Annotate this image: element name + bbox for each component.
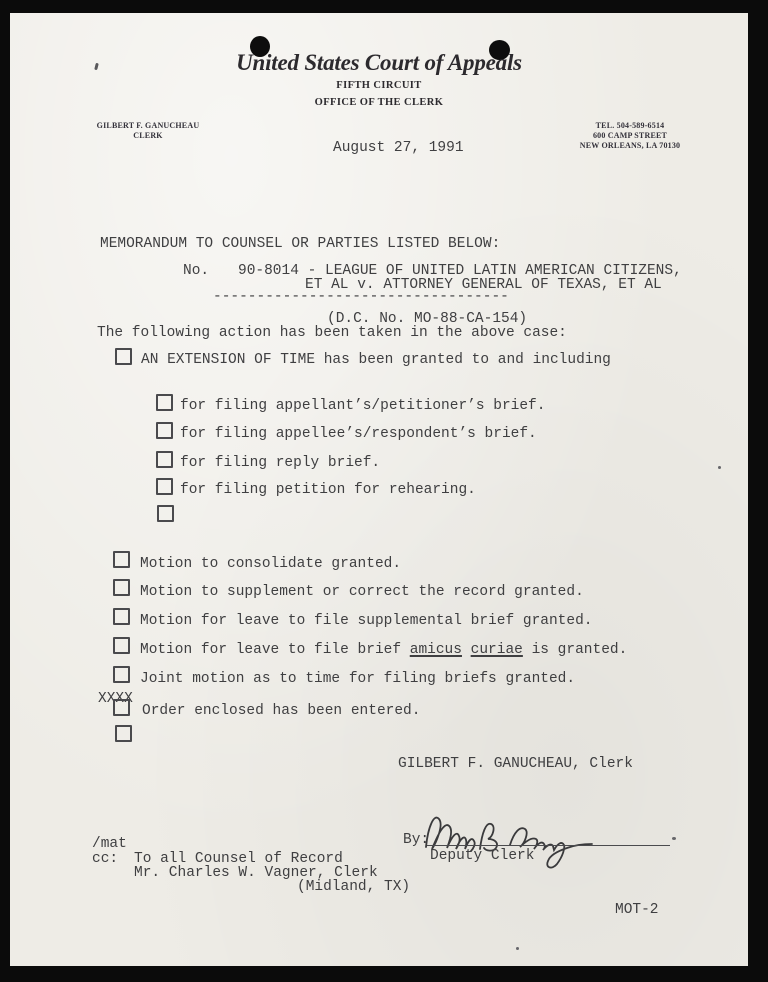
checkbox-amicus-brief[interactable]	[113, 637, 130, 654]
curiae-underlined: curiae	[470, 642, 523, 658]
extension-item-label: for filing appellant’s/petitioner’s brief.	[180, 398, 546, 414]
extension-label: AN EXTENSION OF TIME has been granted to and including	[141, 352, 611, 368]
document-date: August 27, 1991	[333, 140, 464, 156]
cc-line: Mr. Charles W. Vagner, Clerk	[134, 865, 378, 881]
checkbox-reply-brief[interactable]	[156, 451, 173, 468]
clerk-name: GILBERT F. GANUCHEAU	[96, 121, 200, 130]
checkbox-joint-motion[interactable]	[113, 666, 130, 683]
checkbox-supplement-record[interactable]	[113, 579, 130, 596]
clerk-block	[88, 121, 208, 141]
by-label: By:	[403, 832, 430, 848]
extension-item-label: for filing appellee’s/respondent’s brief.	[180, 426, 537, 442]
checkbox-blank-bottom[interactable]	[115, 725, 132, 742]
checkbox-extension-of-time[interactable]	[115, 348, 132, 365]
extension-item-label: for filing reply brief.	[180, 455, 381, 471]
clerk-title: CLERK	[133, 131, 163, 140]
checkbox-consolidate[interactable]	[113, 551, 130, 568]
case-title-line1: 90-8014 - LEAGUE OF UNITED LATIN AMERICAN CITIZENS,	[238, 263, 682, 279]
checkbox-supplemental-brief[interactable]	[113, 608, 130, 625]
district-court-number: (D.C. No. MO-88-CA-154)	[327, 311, 528, 327]
checkbox-extension-blank[interactable]	[157, 505, 174, 522]
signature-line	[427, 845, 670, 846]
motion-label: Motion to consolidate granted.	[140, 556, 402, 572]
extension-item-label: for filing petition for rehearing.	[180, 482, 476, 498]
checkbox-petition-rehearing[interactable]	[156, 478, 173, 495]
address-city: NEW ORLEANS, LA 70130	[579, 141, 681, 150]
separator-dashes: ----------------------------------	[213, 289, 509, 305]
cc-label: cc:	[92, 851, 119, 867]
contact-block	[555, 121, 705, 151]
checkbox-order-enclosed[interactable]	[113, 699, 130, 716]
typist-initials: /mat	[92, 836, 127, 852]
telephone: TEL. 504-589-6514	[595, 121, 665, 130]
motion-label: Joint motion as to time for filing briefs granted.	[140, 671, 576, 687]
case-title-line2: ET AL v. ATTORNEY GENERAL OF TEXAS, ET AL	[305, 277, 662, 293]
ink-speck	[516, 947, 519, 950]
ink-speck	[672, 837, 676, 840]
motion-label: Motion for leave to file supplemental brief granted.	[140, 613, 593, 629]
address-street: 600 CAMP STREET	[592, 131, 668, 140]
clerk-signoff: GILBERT F. GANUCHEAU, Clerk	[398, 756, 633, 772]
document-code: MOT-2	[615, 902, 659, 918]
office-name: OFFICE OF THE CLERK	[314, 97, 444, 108]
circuit-name: FIFTH CIRCUIT	[336, 80, 422, 91]
deputy-clerk-title: Deputy Clerk	[430, 848, 535, 864]
checkbox-appellant-brief[interactable]	[156, 394, 173, 411]
document-page	[10, 13, 748, 966]
court-name: United States Court of Appeals	[236, 50, 522, 75]
motion-label: Order enclosed has been entered.	[142, 703, 421, 719]
motion-amicus-label: Motion for leave to file brief amicus curiae is granted.	[140, 642, 628, 658]
checkbox-appellee-brief[interactable]	[156, 422, 173, 439]
case-no-label: No.	[183, 263, 210, 279]
xxxx-mark: XXXX	[98, 691, 133, 707]
memo-heading: MEMORANDUM TO COUNSEL OR PARTIES LISTED BELOW:	[100, 236, 501, 252]
motion-label: Motion to supplement or correct the record granted.	[140, 584, 584, 600]
action-line: The following action has been taken in the above case:	[97, 325, 567, 341]
amicus-underlined: amicus	[409, 642, 462, 658]
cc-line: To all Counsel of Record	[134, 851, 343, 867]
ink-speck	[718, 466, 721, 469]
cc-line: (Midland, TX)	[297, 879, 411, 895]
